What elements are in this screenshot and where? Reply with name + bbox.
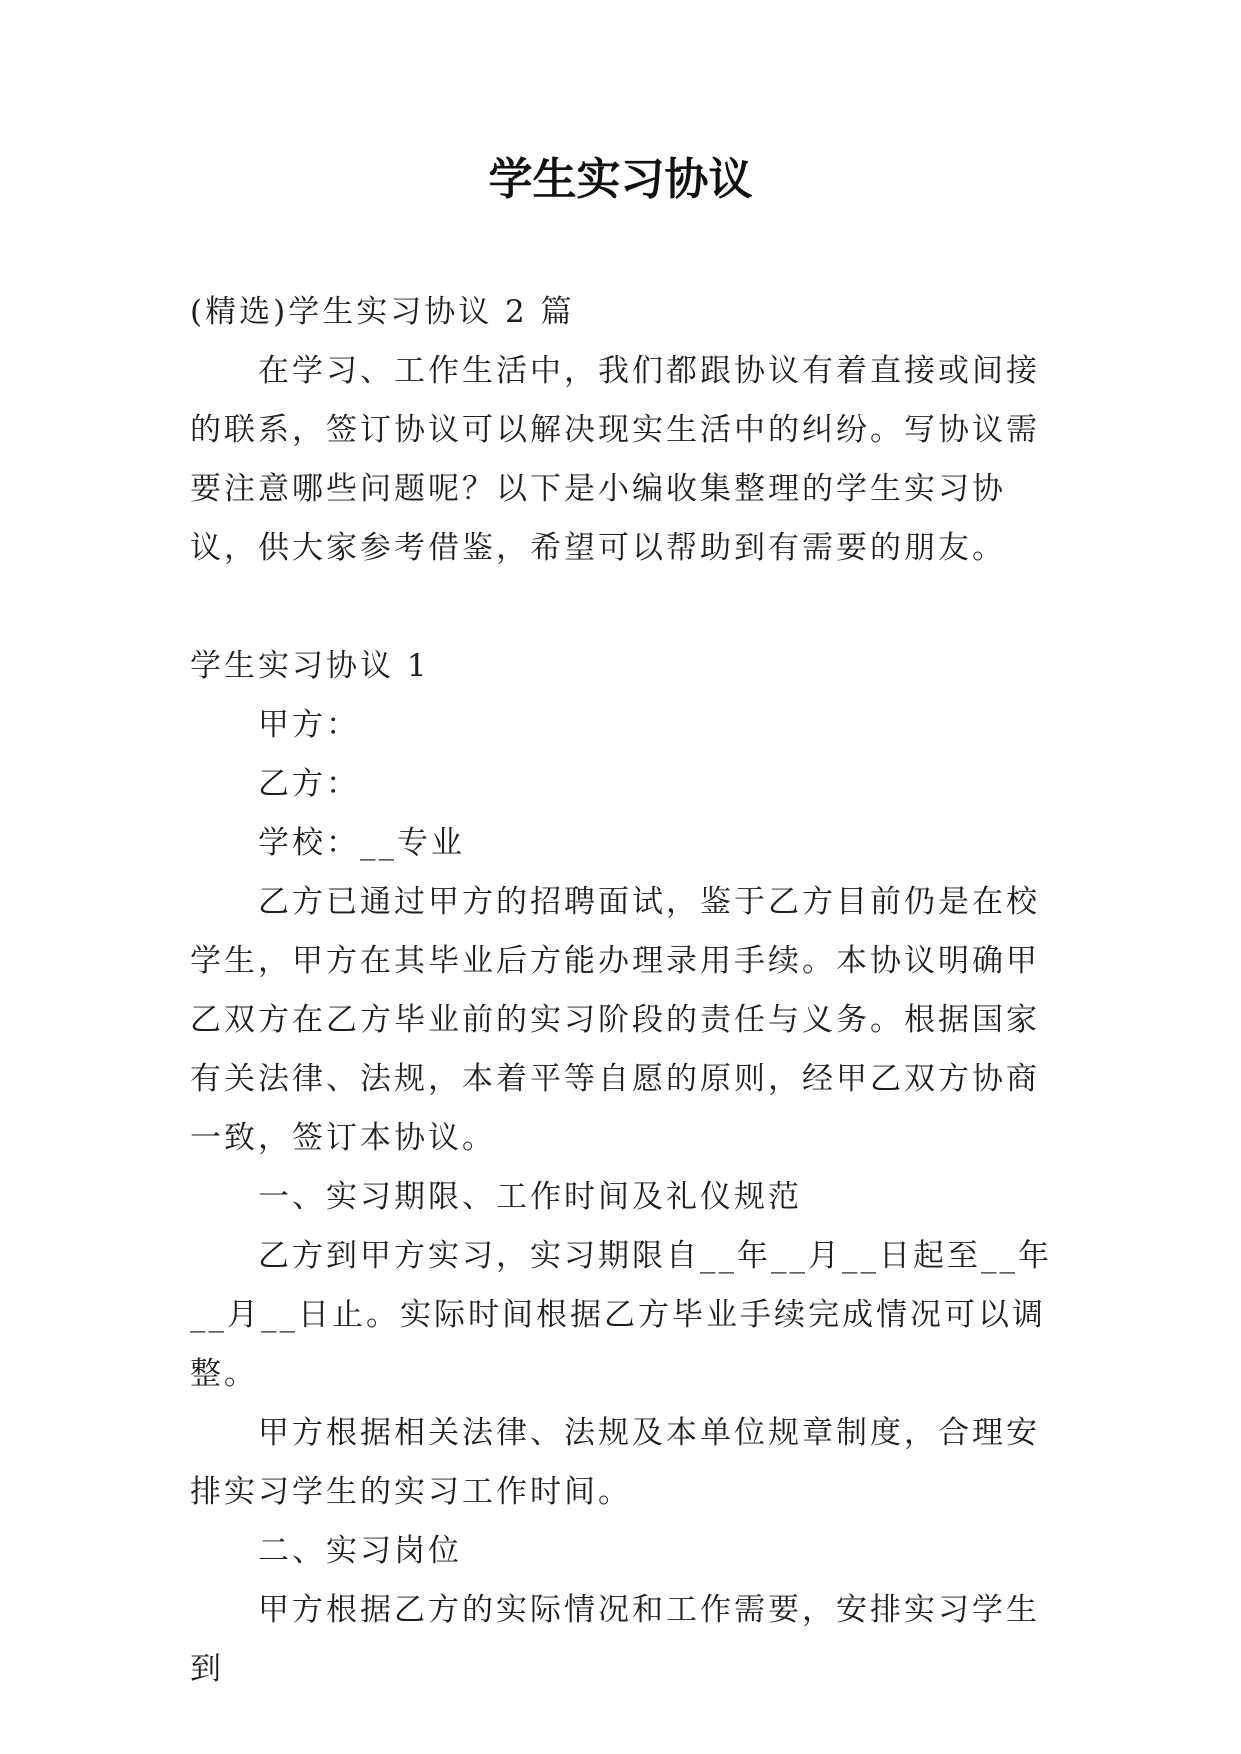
clause-heading: 一、实习期限、工作时间及礼仪规范: [258, 1179, 802, 1215]
party-a-line: 甲方：: [258, 707, 360, 743]
party-b-line: 乙方：: [258, 766, 360, 802]
intro-paragraph: 在学习、工作生活中，我们都跟协议有着直接或间接的联系，签订协议可以解决现实生活中的纠纷。写协议需要注意哪些问题呢？以下是小编收集整理的学生实习协议，供大家参考借鉴，希望可以帮助到有需要的朋友。: [190, 353, 1040, 566]
school-line: 学校：__专业: [258, 825, 465, 861]
document-title: 学生实习协议: [488, 154, 753, 205]
document-subtitle: (精选)学生实习协议 2 篇: [190, 294, 575, 330]
working-time-paragraph: 甲方根据相关法律、法规及本单位规章制度，合理安排实习学生的实习工作时间。: [190, 1415, 1040, 1510]
agreement-paragraph: 乙方已通过甲方的招聘面试，鉴于乙方目前仍是在校学生，甲方在其毕业后方能办理录用手续。本协议明确甲乙双方在乙方毕业前的实习阶段的责任与义务。根据国家有关法律、法规，本着平等自愿的原则，经甲乙双方协商一致，签订本协议。: [190, 884, 1040, 1156]
paragraph-spacer: [190, 578, 1060, 637]
clause-heading: 二、实习岗位: [258, 1533, 462, 1569]
internship-period-paragraph: 乙方到甲方实习，实习期限自__年__月__日起至__年__月__日止。实际时间根据乙方毕业手续完成情况可以调整。: [190, 1238, 1052, 1392]
internship-position-paragraph: 甲方根据乙方的实际情况和工作需要，安排实习学生到: [190, 1592, 1040, 1687]
section-heading: 学生实习协议 1: [190, 648, 430, 684]
document-body: [190, 283, 1060, 1699]
